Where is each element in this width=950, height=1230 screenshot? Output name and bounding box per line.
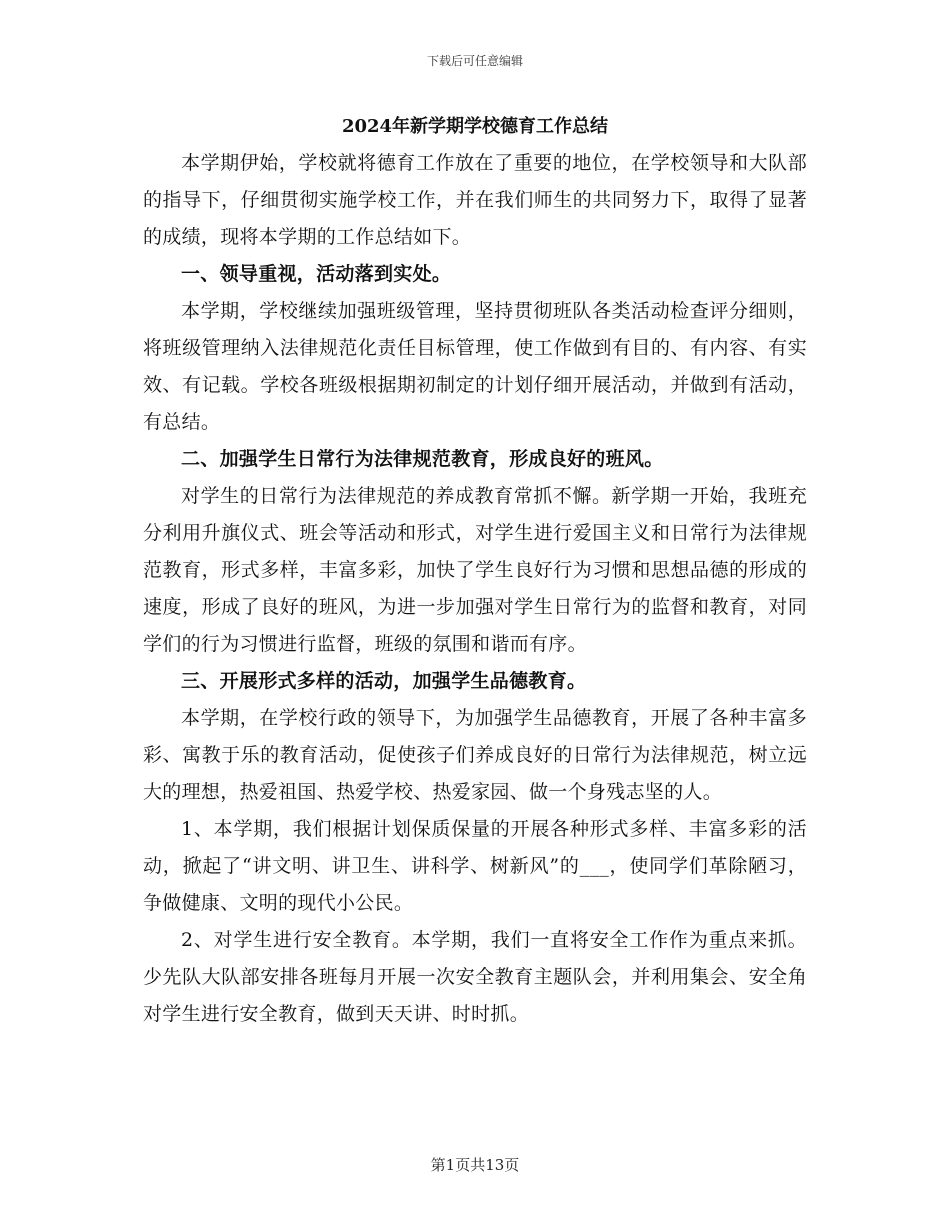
document-body (143, 145, 807, 1033)
intro-paragraph: 本学期伊始，学校就将德育工作放在了重要的地位，在学校领导和大队部的指导下，仔细贯彻实施学校工作，并在我们师生的共同努力下，取得了显著的成绩，现将本学期的工作总结如下。 (143, 152, 807, 248)
section-heading-1: 一、领导重视，活动落到实处。 (181, 263, 452, 285)
section-3-item-2: 2、对学生进行安全教育。本学期，我们一直将安全工作作为重点来抓。少先队大队部安排各班每月开展一次安全教育主题队会，并利用集会、安全角对学生进行安全教育，做到天天讲、时时抓。 (143, 929, 807, 1025)
section-3-paragraph: 本学期，在学校行政的领导下，为加强学生品德教育，开展了各种丰富多彩、寓教于乐的教育活动，促使孩子们养成良好的日常行为法律规范，树立远大的理想，热爱祖国、热爱学校、热爱家园、做一个身残志坚的人。 (143, 707, 807, 803)
section-heading-2: 二、加强学生日常行为法律规范教育，形成良好的班风。 (181, 448, 664, 470)
document-title: 2024年新学期学校德育工作总结 (341, 116, 609, 137)
page-number: 第1页共13页 (430, 1156, 520, 1174)
section-1-paragraph: 本学期，学校继续加强班级管理，坚持贯彻班队各类活动检查评分细则，将班级管理纳入法律规范化责任目标管理，使工作做到有目的、有内容、有实效、有记载。学校各班级根据期初制定的计划仔细开展活动，并做到有活动，有总结。 (143, 300, 807, 433)
header-note: 下载后可任意编辑 (426, 54, 523, 68)
section-heading-3: 三、开展形式多样的活动，加强学生品德教育。 (181, 670, 587, 692)
section-3-item-1: 1、本学期，我们根据计划保质保量的开展各种形式多样、丰富多彩的活动，掀起了“讲文明、讲卫生、讲科学、树新风”的___，使同学们革除陋习，争做健康、文明的现代小公民。 (143, 818, 807, 914)
section-2-paragraph: 对学生的日常行为法律规范的养成教育常抓不懈。新学期一开始，我班充分利用升旗仪式、班会等活动和形式，对学生进行爱国主义和日常行为法律规范教育，形式多样，丰富多彩，加快了学生良好行为习惯和思想品德的形成的速度，形成了良好的班风，为进一步加强对学生日常行为的监督和教育，对同学们的行为习惯进行监督，班级的氛围和谐而有序。 (143, 485, 807, 655)
